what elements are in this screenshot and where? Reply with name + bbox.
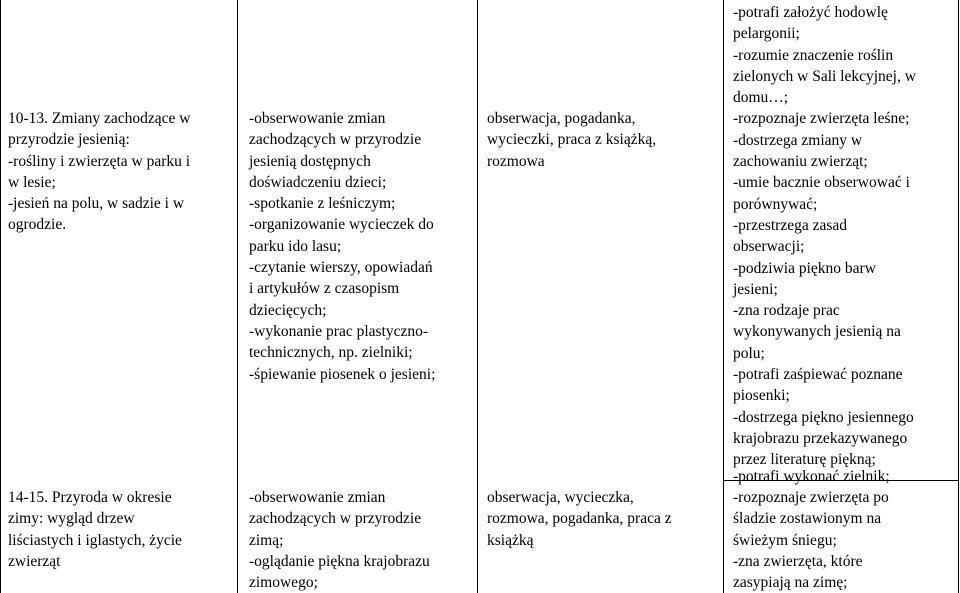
text-line: wykonywanych jesienią na	[733, 323, 901, 341]
row1-topic-cell	[8, 108, 233, 236]
text-line: wycieczki, praca z książką,	[487, 131, 657, 149]
text-line: i artykułów z czasopism	[249, 280, 400, 298]
text-line: krajobrazu przekazywanego	[733, 429, 908, 447]
table-border-right	[958, 0, 959, 593]
text-line: -rozpoznaje zwierzęta po	[733, 489, 889, 506]
text-line: zachodzących w przyrodzie	[249, 510, 422, 528]
text-line: -jesień na polu, w sadzie i w	[8, 195, 185, 213]
text-line: -dostrzega piękno jesiennego	[733, 408, 914, 426]
text-line: liściastych i iglastych, życie	[8, 531, 182, 549]
text-line: zwierząt	[8, 552, 61, 570]
text-line: -czytanie wierszy, opowiadań	[249, 259, 433, 277]
text-line: -dostrzega zmiany w	[733, 131, 863, 149]
text-line: -potrafi wykonać zielnik;	[733, 468, 890, 485]
row2-content-cell	[249, 487, 474, 593]
text-line: -przestrzega zasad	[733, 216, 848, 234]
text-line: -oglądanie piękna krajobrazu	[249, 552, 430, 570]
text-line: -zna rodzaje prac	[733, 302, 840, 320]
text-line: pelargonii;	[733, 25, 800, 43]
text-line: -zna zwierzęta, które	[733, 552, 863, 570]
column-divider-1	[237, 0, 238, 593]
text-line: jesienią dostępnych	[249, 152, 371, 170]
text-line: piosenki;	[733, 387, 790, 405]
text-line: -organizowanie wycieczek do	[249, 216, 434, 234]
text-line: doświadczeniu dzieci;	[249, 173, 387, 191]
text-line: -rośliny i zwierzęta w parku i	[8, 152, 191, 170]
text-line: -spotkanie z leśniczym;	[249, 195, 396, 213]
row2-topic-cell	[8, 487, 233, 572]
text-line: -potrafi założyć hodowlę	[733, 4, 888, 21]
text-line: -rozpoznaje zwierzęta leśne;	[733, 110, 910, 128]
row2-outcomes-cell	[733, 487, 954, 593]
text-line: -potrafi zaśpiewać poznane	[733, 366, 903, 384]
text-line: zachodzących w przyrodzie	[249, 131, 422, 149]
column-divider-2	[477, 0, 478, 593]
text-line: obserwacji;	[733, 238, 805, 256]
text-line: 14-15. Przyroda w okresie	[8, 489, 172, 506]
text-line: technicznych, np. zielniki;	[249, 344, 413, 362]
text-line: jesieni;	[733, 280, 778, 298]
text-line: zasypiają na zimę;	[733, 574, 848, 592]
text-line: zielonych w Sali lekcyjnej, w	[733, 67, 916, 85]
text-line: rozmowa	[487, 152, 545, 170]
text-line: ogrodzie.	[8, 216, 67, 234]
text-line: -obserwowanie zmian	[249, 110, 386, 127]
row1-methods-cell	[487, 108, 719, 172]
text-line: zimy: wygląd drzew	[8, 510, 135, 528]
column-divider-3	[723, 0, 724, 593]
text-line: obserwacja, pogadanka,	[487, 110, 636, 127]
row1-outcomes-cell	[733, 2, 954, 471]
text-line: książką	[487, 531, 534, 549]
text-line: -podziwia piękno barw	[733, 259, 876, 277]
text-line: porównywać;	[733, 195, 818, 213]
text-line: zimowego;	[249, 574, 318, 592]
text-line: -obserwowanie zmian	[249, 489, 386, 506]
text-line: 10-13. Zmiany zachodzące w	[8, 110, 191, 127]
text-line: rozmowa, pogadanka, praca z	[487, 510, 672, 528]
text-line: zimą;	[249, 531, 284, 549]
text-line: -śpiewanie piosenek o jesieni;	[249, 365, 436, 383]
text-line: -wykonanie prac plastyczno-	[249, 322, 429, 340]
text-line: polu;	[733, 344, 765, 362]
text-line: parku ido lasu;	[249, 237, 342, 255]
row1-content-cell	[249, 108, 474, 385]
text-line: dziecięcych;	[249, 301, 327, 319]
text-line: w lesie;	[8, 173, 56, 191]
text-line: śladzie zostawionym na	[733, 510, 882, 528]
row1-outcomes-last-line	[733, 466, 954, 487]
text-line: przyrodzie jesienią:	[8, 131, 130, 149]
text-line: obserwacja, wycieczka,	[487, 489, 634, 506]
text-line: -rozumie znaczenie roślin	[733, 46, 894, 64]
text-line: -umie bacznie obserwować i	[733, 174, 910, 192]
text-line: domu…;	[733, 89, 789, 107]
row2-methods-cell	[487, 487, 719, 551]
text-line: świeżym śniegu;	[733, 531, 837, 549]
text-line: zachowaniu zwierząt;	[733, 153, 868, 171]
table-border-left	[0, 0, 1, 593]
text-line: przez literaturę piękną;	[733, 451, 876, 469]
